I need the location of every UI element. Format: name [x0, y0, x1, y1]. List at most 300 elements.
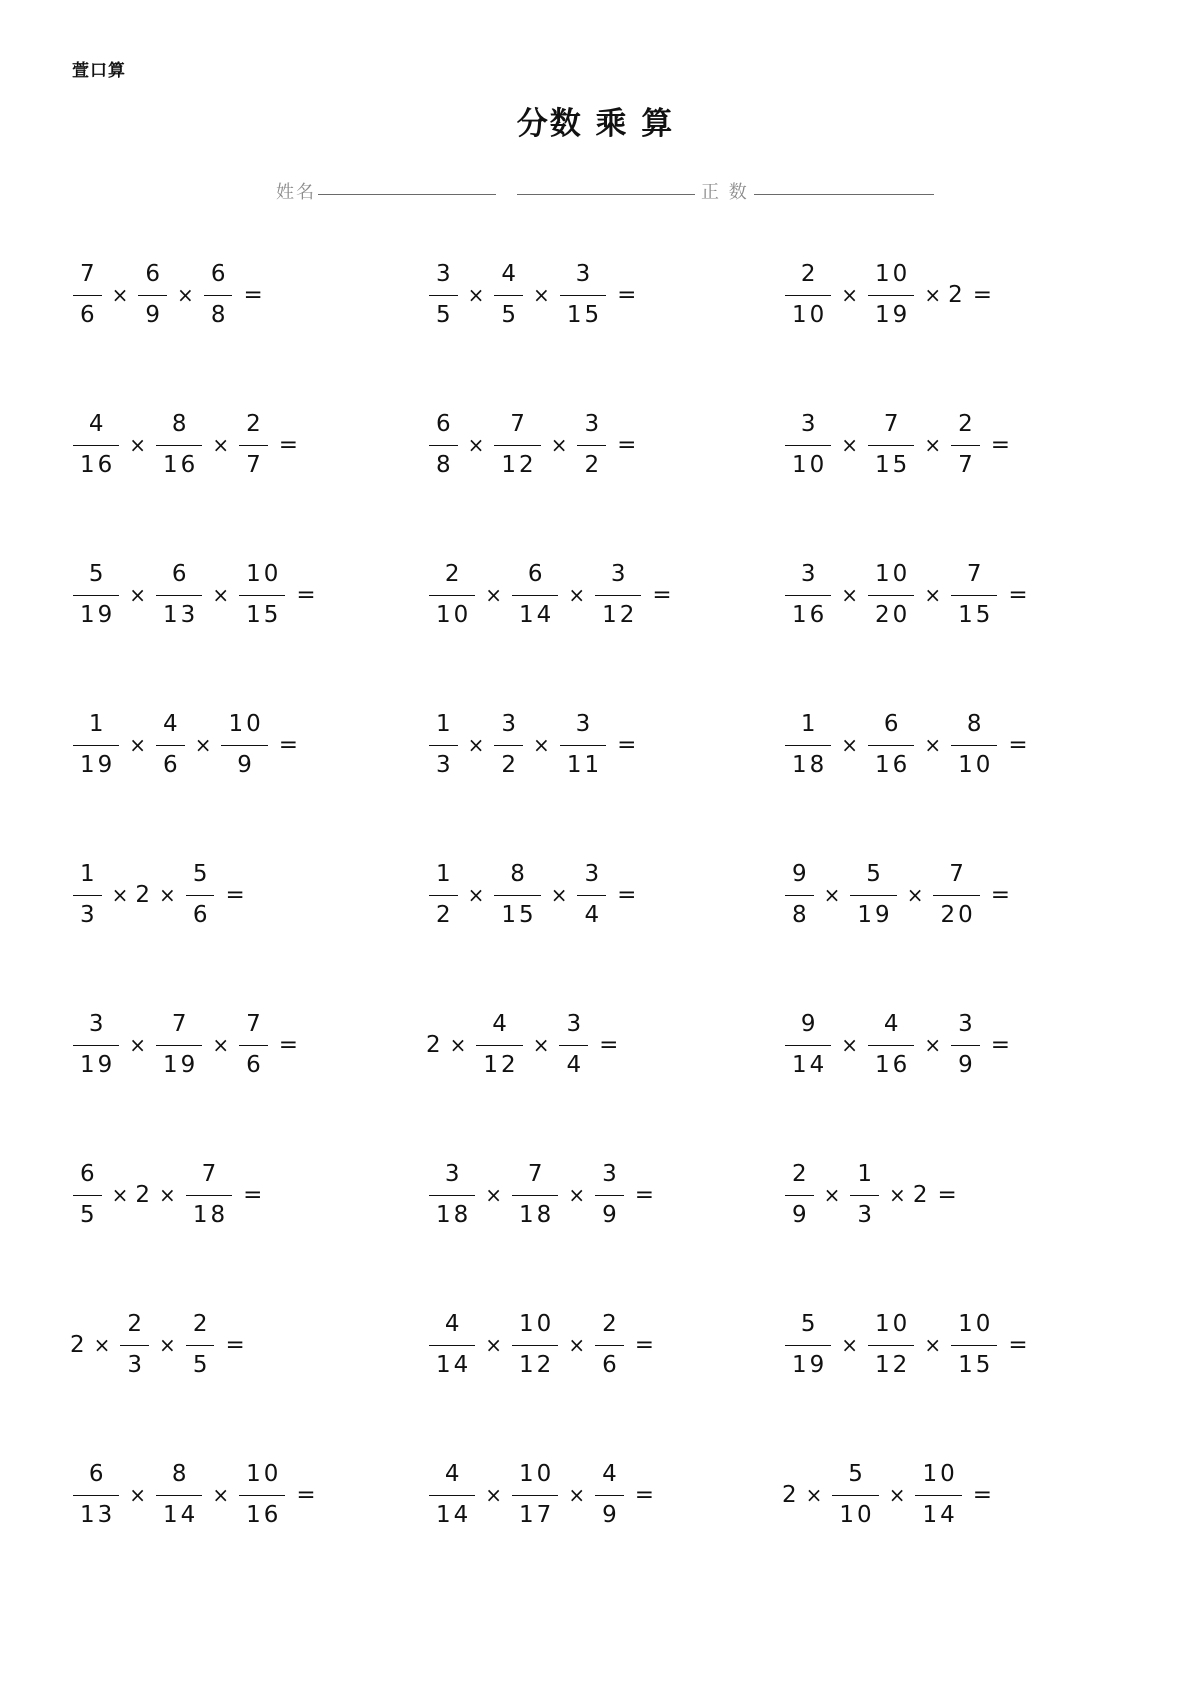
fraction	[183, 1313, 218, 1377]
problem-21	[782, 1163, 957, 1227]
denominator: 5	[501, 302, 520, 328]
fraction	[574, 413, 609, 477]
fraction-bar	[785, 1195, 814, 1196]
denominator: 10	[958, 752, 994, 778]
denominator: 2	[436, 902, 454, 928]
times-sign: ×	[841, 433, 859, 457]
fraction	[948, 1313, 1000, 1377]
fraction-bar	[595, 1345, 624, 1346]
numerator: 4	[163, 711, 181, 737]
problem-3	[782, 263, 992, 327]
numerator: 4	[88, 411, 107, 437]
fraction	[782, 863, 817, 927]
numerator: 10	[875, 1311, 911, 1337]
fraction-bar	[429, 895, 458, 896]
times-sign: ×	[550, 433, 568, 457]
numerator: 2	[800, 261, 819, 287]
fraction	[509, 1463, 561, 1527]
fraction-bar	[915, 1495, 961, 1496]
numerator: 10	[246, 561, 282, 587]
fraction-bar	[850, 1195, 879, 1196]
denominator: 18	[192, 1202, 229, 1228]
equals-sign: =	[225, 1332, 245, 1358]
fraction	[491, 413, 543, 477]
fraction	[426, 413, 461, 477]
fraction-bar	[476, 1045, 522, 1046]
fraction-bar	[239, 595, 285, 596]
fraction-bar	[785, 1345, 831, 1346]
denominator: 19	[857, 902, 893, 928]
times-sign: ×	[924, 583, 942, 607]
denominator: 6	[163, 752, 181, 778]
numerator: 10	[922, 1461, 958, 1487]
fraction	[509, 563, 561, 627]
fraction	[592, 1463, 627, 1527]
fraction-bar	[951, 1345, 997, 1346]
problem-2	[426, 263, 636, 327]
fraction-bar	[595, 1495, 624, 1496]
denominator: 5	[436, 302, 454, 328]
denominator: 3	[436, 752, 454, 778]
numerator: 3	[602, 1161, 620, 1187]
fraction-bar	[73, 1045, 119, 1046]
whole-number: 2	[135, 882, 151, 908]
denominator: 16	[80, 452, 116, 478]
equals-sign: =	[599, 1032, 619, 1058]
fraction-bar	[868, 445, 914, 446]
problem-26	[426, 1463, 654, 1527]
fraction	[865, 263, 917, 327]
fraction	[70, 1013, 122, 1077]
times-sign: ×	[449, 1033, 467, 1057]
denominator: 9	[145, 302, 164, 328]
numerator: 2	[246, 411, 264, 437]
times-sign: ×	[485, 1183, 503, 1207]
fraction-bar	[73, 595, 119, 596]
numerator: 6	[436, 411, 454, 437]
equals-sign: =	[937, 1182, 957, 1208]
equals-sign: =	[617, 432, 637, 458]
times-sign: ×	[568, 1183, 586, 1207]
fraction	[70, 713, 122, 777]
numerator: 6	[145, 261, 164, 287]
fraction-bar	[951, 745, 997, 746]
fraction	[574, 863, 609, 927]
equals-sign: =	[1008, 1332, 1028, 1358]
whole-number: 2	[135, 1182, 151, 1208]
fraction-bar	[494, 445, 540, 446]
equals-sign: =	[634, 1182, 655, 1208]
fraction	[556, 1013, 591, 1077]
numerator: 9	[792, 861, 810, 887]
fraction-bar	[156, 445, 202, 446]
fraction-bar	[785, 595, 831, 596]
fraction	[426, 713, 461, 777]
numerator: 10	[246, 1461, 282, 1487]
problem-6	[782, 413, 1010, 477]
numerator: 2	[127, 1311, 146, 1337]
numerator: 8	[171, 411, 190, 437]
fraction	[782, 563, 834, 627]
numerator: 3	[958, 1011, 976, 1037]
fraction	[153, 413, 205, 477]
whole-number: 2	[70, 1332, 85, 1358]
equals-sign: =	[278, 1032, 299, 1058]
numerator: 2	[192, 1311, 211, 1337]
problem-11	[426, 713, 636, 777]
times-sign: ×	[129, 733, 147, 757]
denominator: 11	[566, 752, 603, 778]
times-sign: ×	[532, 1033, 550, 1057]
name-label: 姓名	[276, 182, 316, 203]
times-sign: ×	[841, 1333, 859, 1357]
denominator: 18	[792, 752, 828, 778]
numerator: 3	[501, 711, 520, 737]
numerator: 4	[492, 1011, 510, 1037]
denominator: 19	[80, 602, 116, 628]
denominator: 10	[792, 452, 828, 478]
equals-sign: =	[617, 882, 637, 908]
numerator: 3	[88, 1011, 107, 1037]
denominator: 8	[210, 302, 229, 328]
fraction-bar	[239, 1045, 268, 1046]
denominator: 5	[80, 1202, 98, 1228]
fraction	[865, 1313, 917, 1377]
numerator: 1	[800, 711, 819, 737]
problem-1	[70, 263, 263, 327]
fraction	[426, 263, 461, 327]
fraction	[201, 263, 236, 327]
fraction	[70, 563, 122, 627]
numerator: 10	[519, 1461, 555, 1487]
fraction-bar	[595, 595, 641, 596]
denominator: 16	[163, 452, 199, 478]
times-sign: ×	[889, 1183, 906, 1207]
equals-sign: =	[225, 882, 245, 908]
denominator: 8	[792, 902, 810, 928]
times-sign: ×	[823, 883, 841, 907]
denominator: 19	[80, 1052, 116, 1078]
fraction-bar	[73, 895, 102, 896]
denominator: 9	[602, 1502, 620, 1528]
score-field-line[interactable]	[754, 194, 934, 195]
fraction-bar	[429, 445, 458, 446]
fraction-bar	[221, 745, 267, 746]
fraction	[426, 1313, 478, 1377]
fraction-bar	[868, 1345, 914, 1346]
numerator: 3	[610, 561, 629, 587]
fraction	[865, 413, 917, 477]
fraction	[847, 1163, 882, 1227]
times-sign: ×	[111, 1183, 129, 1207]
numerator: 7	[80, 261, 98, 287]
denominator: 12	[519, 1352, 555, 1378]
fraction-bar	[577, 445, 606, 446]
denominator: 6	[80, 302, 98, 328]
denominator: 3	[127, 1352, 146, 1378]
times-sign: ×	[823, 1183, 841, 1207]
denominator: 19	[163, 1052, 199, 1078]
numerator: 3	[584, 861, 603, 887]
denominator: 9	[602, 1202, 620, 1228]
denominator: 9	[958, 1052, 976, 1078]
equals-sign: =	[972, 282, 993, 308]
denominator: 15	[875, 452, 911, 478]
denominator: 8	[436, 452, 454, 478]
numerator: 4	[883, 1011, 902, 1037]
times-sign: ×	[485, 1333, 503, 1357]
fraction	[912, 1463, 964, 1527]
fraction	[153, 713, 188, 777]
fraction-bar	[494, 745, 523, 746]
numerator: 10	[875, 561, 911, 587]
fraction	[183, 1163, 235, 1227]
fraction	[491, 713, 526, 777]
numerator: 6	[171, 561, 190, 587]
times-sign: ×	[129, 583, 147, 607]
denominator: 14	[163, 1502, 199, 1528]
blank-field-line[interactable]	[517, 194, 695, 195]
fraction-bar	[512, 1345, 558, 1346]
numerator: 2	[958, 411, 976, 437]
fraction	[117, 1313, 152, 1377]
fraction	[509, 1163, 561, 1227]
times-sign: ×	[467, 433, 485, 457]
fraction-bar	[559, 1045, 588, 1046]
numerator: 3	[800, 411, 819, 437]
fraction-bar	[512, 1195, 558, 1196]
problem-16	[70, 1013, 298, 1077]
numerator: 2	[792, 1161, 810, 1187]
times-sign: ×	[841, 733, 859, 757]
fraction	[557, 263, 609, 327]
fraction-bar	[577, 895, 606, 896]
numerator: 10	[958, 1311, 994, 1337]
denominator: 6	[192, 902, 211, 928]
name-field-line[interactable]	[318, 194, 496, 195]
denominator: 2	[501, 752, 520, 778]
numerator: 10	[519, 1311, 555, 1337]
equals-sign: =	[296, 1482, 316, 1508]
equals-sign: =	[652, 582, 672, 608]
problem-8	[426, 563, 672, 627]
numerator: 5	[866, 861, 884, 887]
denominator: 16	[875, 752, 911, 778]
times-sign: ×	[467, 733, 485, 757]
numerator: 3	[444, 1161, 463, 1187]
times-sign: ×	[467, 283, 485, 307]
numerator: 6	[527, 561, 546, 587]
fraction-bar	[933, 895, 979, 896]
denominator: 15	[246, 602, 282, 628]
denominator: 12	[501, 452, 537, 478]
fraction	[865, 1013, 917, 1077]
fraction	[592, 1313, 627, 1377]
equals-sign: =	[617, 282, 637, 308]
denominator: 15	[958, 602, 994, 628]
fraction	[491, 863, 543, 927]
fraction-bar	[429, 745, 458, 746]
times-sign: ×	[533, 733, 550, 757]
problem-14	[426, 863, 636, 927]
times-sign: ×	[159, 1183, 176, 1207]
times-sign: ×	[568, 1333, 586, 1357]
fraction	[491, 263, 526, 327]
times-sign: ×	[194, 733, 212, 757]
denominator: 15	[566, 302, 603, 328]
fraction-bar	[73, 1195, 102, 1196]
fraction	[865, 563, 917, 627]
denominator: 6	[602, 1352, 620, 1378]
denominator: 18	[519, 1202, 555, 1228]
equals-sign: =	[296, 582, 316, 608]
fraction-bar	[73, 445, 119, 446]
problem-22	[70, 1313, 245, 1377]
equals-sign: =	[990, 882, 1011, 908]
numerator: 7	[246, 1011, 264, 1037]
fraction-bar	[494, 895, 540, 896]
fraction	[930, 863, 982, 927]
fraction	[236, 413, 271, 477]
times-sign: ×	[212, 1483, 230, 1507]
fraction-bar	[73, 1495, 119, 1496]
fraction	[70, 1163, 105, 1227]
fraction-bar	[73, 745, 119, 746]
numerator: 1	[436, 861, 454, 887]
times-sign: ×	[906, 883, 924, 907]
fraction-bar	[868, 295, 914, 296]
fraction	[70, 263, 105, 327]
numerator: 3	[436, 261, 454, 287]
denominator: 19	[80, 752, 116, 778]
fraction-bar	[560, 295, 606, 296]
fraction-bar	[186, 1345, 215, 1346]
fraction-bar	[560, 745, 606, 746]
denominator: 2	[584, 452, 603, 478]
numerator: 5	[848, 1461, 866, 1487]
numerator: 3	[566, 1011, 585, 1037]
numerator: 7	[527, 1161, 546, 1187]
fraction-bar	[186, 895, 215, 896]
fraction-bar	[138, 295, 167, 296]
fraction	[236, 1013, 271, 1077]
numerator: 3	[584, 411, 603, 437]
numerator: 3	[575, 261, 594, 287]
denominator: 9	[237, 752, 255, 778]
times-sign: ×	[129, 433, 147, 457]
numerator: 5	[88, 561, 107, 587]
times-sign: ×	[177, 283, 194, 307]
equals-sign: =	[634, 1332, 655, 1358]
fraction	[426, 1463, 478, 1527]
times-sign: ×	[212, 583, 230, 607]
numerator: 2	[444, 561, 463, 587]
fraction	[426, 1163, 478, 1227]
problem-18	[782, 1013, 1010, 1077]
denominator: 19	[792, 1352, 828, 1378]
fraction	[236, 1463, 288, 1527]
denominator: 6	[246, 1052, 264, 1078]
numerator: 1	[436, 711, 454, 737]
numerator: 5	[800, 1311, 819, 1337]
fraction-bar	[512, 1495, 558, 1496]
whole-number: 2	[948, 282, 963, 308]
denominator: 14	[436, 1352, 472, 1378]
problem-7	[70, 563, 316, 627]
denominator: 4	[566, 1052, 585, 1078]
times-sign: ×	[93, 1333, 111, 1357]
problem-12	[782, 713, 1028, 777]
denominator: 14	[436, 1502, 472, 1528]
fraction-bar	[868, 745, 914, 746]
numerator: 1	[88, 711, 107, 737]
fraction-bar	[595, 1195, 624, 1196]
fraction	[70, 413, 122, 477]
problem-24	[782, 1313, 1028, 1377]
times-sign: ×	[841, 283, 859, 307]
times-sign: ×	[805, 1483, 823, 1507]
times-sign: ×	[485, 1483, 503, 1507]
numerator: 1	[857, 1161, 876, 1187]
equals-sign: =	[1008, 582, 1028, 608]
times-sign: ×	[129, 1483, 147, 1507]
fraction-bar	[512, 595, 558, 596]
fraction	[592, 563, 644, 627]
denominator: 15	[501, 902, 537, 928]
fraction-bar	[156, 1045, 202, 1046]
fraction	[218, 713, 270, 777]
numerator: 8	[171, 1461, 190, 1487]
numerator: 5	[192, 861, 211, 887]
times-sign: ×	[888, 1483, 906, 1507]
times-sign: ×	[533, 283, 550, 307]
times-sign: ×	[924, 1333, 942, 1357]
numerator: 2	[602, 1311, 620, 1337]
equals-sign: =	[634, 1482, 655, 1508]
numerator: 7	[883, 411, 902, 437]
numerator: 3	[800, 561, 819, 587]
problem-13	[70, 863, 245, 927]
fraction	[153, 563, 205, 627]
problem-20	[426, 1163, 654, 1227]
times-sign: ×	[467, 883, 485, 907]
numerator: 9	[800, 1011, 819, 1037]
fraction-bar	[239, 445, 268, 446]
numerator: 7	[949, 861, 967, 887]
denominator: 14	[519, 602, 555, 628]
fraction-bar	[951, 1045, 980, 1046]
numerator: 7	[966, 561, 985, 587]
times-sign: ×	[159, 1333, 176, 1357]
fraction-bar	[494, 295, 523, 296]
fraction	[782, 713, 834, 777]
numerator: 6	[210, 261, 229, 287]
denominator: 3	[857, 1202, 876, 1228]
equals-sign: =	[278, 732, 299, 758]
denominator: 10	[792, 302, 828, 328]
numerator: 4	[501, 261, 520, 287]
fraction-bar	[156, 1495, 202, 1496]
times-sign: ×	[212, 1033, 230, 1057]
fraction-bar	[832, 1495, 878, 1496]
fraction-bar	[785, 1045, 831, 1046]
problem-25	[70, 1463, 316, 1527]
numerator: 10	[875, 261, 911, 287]
fraction-bar	[429, 1495, 475, 1496]
equals-sign: =	[990, 432, 1011, 458]
fraction-bar	[868, 595, 914, 596]
denominator: 20	[940, 902, 976, 928]
